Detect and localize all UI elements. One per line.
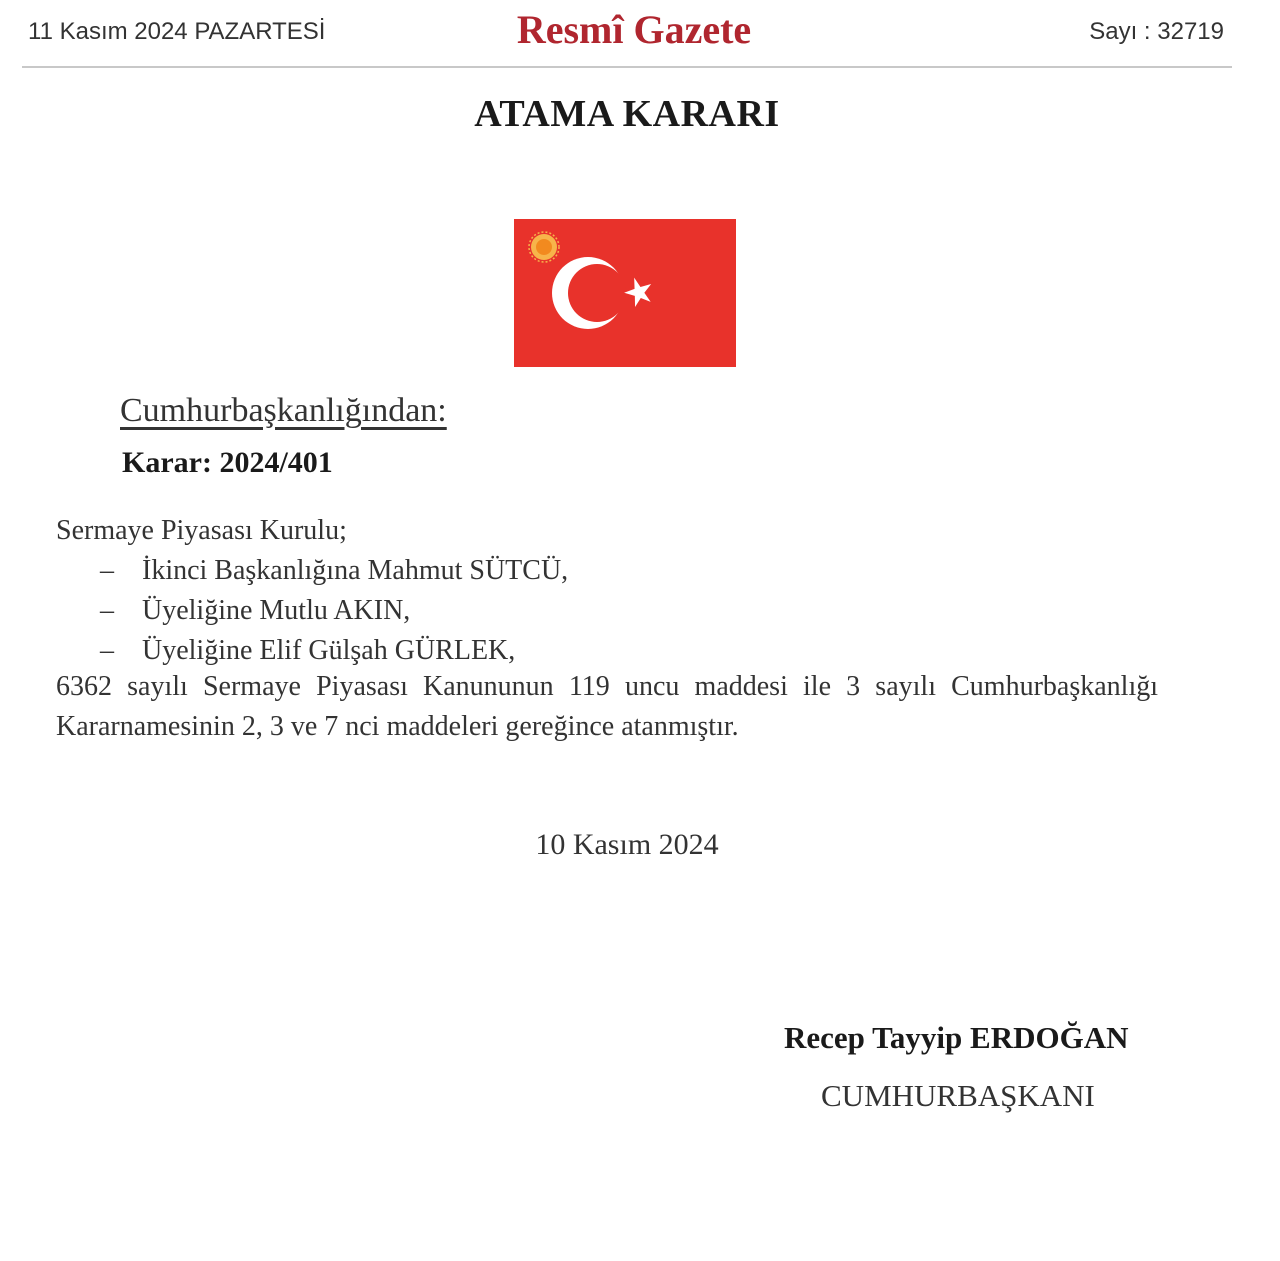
signer-name: Recep Tayyip ERDOĞAN: [784, 1020, 1129, 1055]
signer-title: CUMHURBAŞKANI: [821, 1078, 1095, 1113]
appointment-text: Üyeliğine Mutlu AKIN,: [142, 595, 411, 626]
document-title: ATAMA KARARI: [474, 93, 780, 135]
list-dash: –: [100, 555, 114, 586]
appointment-item: [100, 555, 568, 587]
turkish-flag-icon: [514, 219, 736, 367]
list-dash: –: [100, 635, 114, 666]
appointment-text: İkinci Başkanlığına Mahmut SÜTCÜ,: [142, 555, 569, 586]
appointment-item: [100, 635, 515, 667]
legal-basis-line-2: Kararnamesinin 2, 3 ve 7 nci maddeleri gereğince atanmıştır.: [56, 711, 739, 742]
header-divider: [22, 66, 1232, 68]
signature-date: 10 Kasım 2024: [535, 828, 719, 861]
list-dash: –: [100, 595, 114, 626]
board-name: Sermaye Piyasası Kurulu;: [56, 515, 347, 546]
appointment-text: Üyeliğine Elif Gülşah GÜRLEK,: [142, 635, 516, 666]
issue-number: Sayı : 32719: [1089, 18, 1224, 45]
publication-title: Resmî Gazete: [516, 7, 752, 52]
legal-basis-line-1: 6362 sayılı Sermaye Piyasası Kanununun 119 uncu maddesi ile 3 sayılı Cumhurbaşkanlığı: [56, 671, 1158, 702]
gazette-date: 11 Kasım 2024 PAZARTESİ: [28, 18, 326, 45]
decision-number: Karar: 2024/401: [122, 446, 333, 479]
issuing-authority: Cumhurbaşkanlığından:: [120, 392, 447, 429]
appointment-item: [100, 595, 410, 627]
